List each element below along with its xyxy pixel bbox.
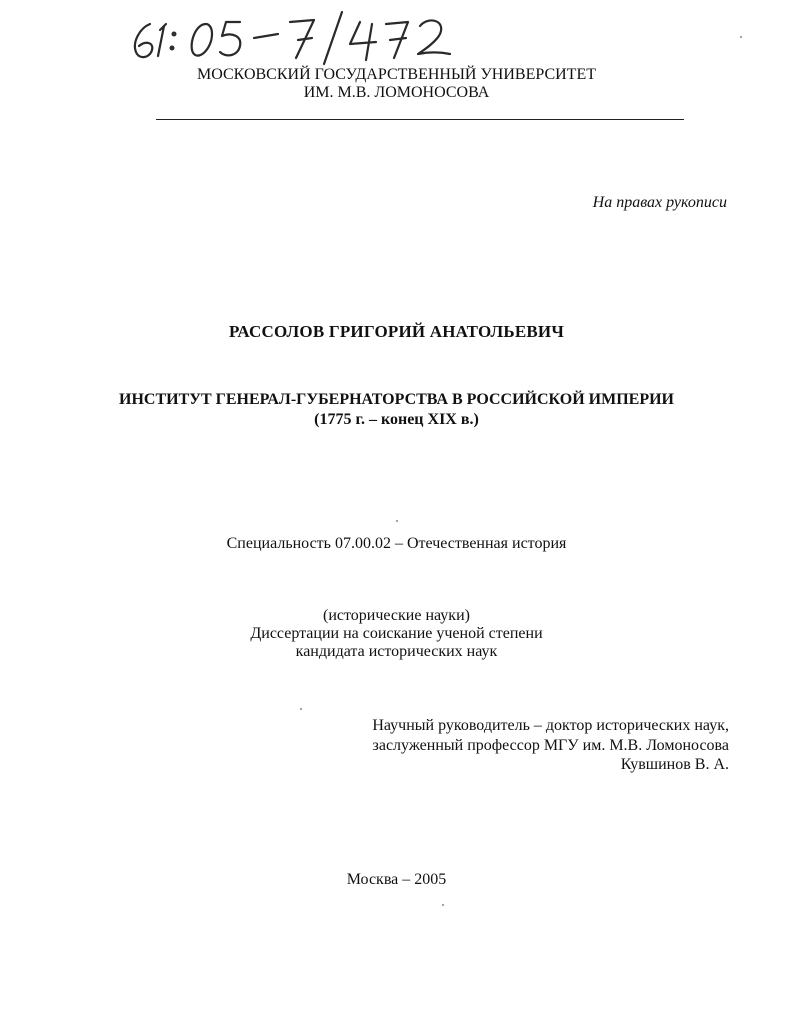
university-name: МОСКОВСКИЙ ГОСУДАРСТВЕННЫЙ УНИВЕРСИТЕТ bbox=[197, 66, 596, 83]
scan-speck bbox=[740, 36, 742, 38]
scan-speck bbox=[442, 904, 444, 906]
supervisor-block bbox=[372, 716, 729, 775]
supervisor-position: заслуженный профессор МГУ им. М.В. Ломоносова bbox=[372, 736, 729, 754]
scan-speck bbox=[396, 520, 398, 522]
university-named-after: ИМ. М.В. ЛОМОНОСОВА bbox=[303, 84, 490, 101]
dissertation-period: (1775 г. – конец XIX в.) bbox=[314, 411, 479, 428]
specialty-line: Специальность 07.00.02 – Отечественная история bbox=[226, 535, 567, 552]
city-year: Москва – 2005 bbox=[346, 871, 447, 888]
manuscript-note: На правах рукописи bbox=[592, 194, 727, 211]
supervisor-title: Научный руководитель – доктор исторических наук, bbox=[372, 717, 729, 734]
header-divider bbox=[156, 119, 684, 120]
dissertation-title: ИНСТИТУТ ГЕНЕРАЛ-ГУБЕРНАТОРСТВА В РОССИЙСКОЙ ИМПЕРИИ bbox=[119, 391, 674, 408]
handwritten-inventory-drawing bbox=[128, 8, 468, 66]
science-field: (исторические науки) bbox=[323, 607, 470, 624]
handwritten-inventory-number bbox=[128, 8, 468, 66]
author-name: РАССОЛОВ ГРИГОРИЙ АНАТОЛЬЕВИЧ bbox=[228, 322, 565, 341]
degree-purpose: Диссертации на соискание ученой степени bbox=[250, 625, 543, 642]
supervisor-name: Кувшинов В. А. bbox=[620, 756, 729, 773]
degree-name: кандидата исторических наук bbox=[295, 643, 498, 660]
scan-speck bbox=[300, 708, 302, 710]
